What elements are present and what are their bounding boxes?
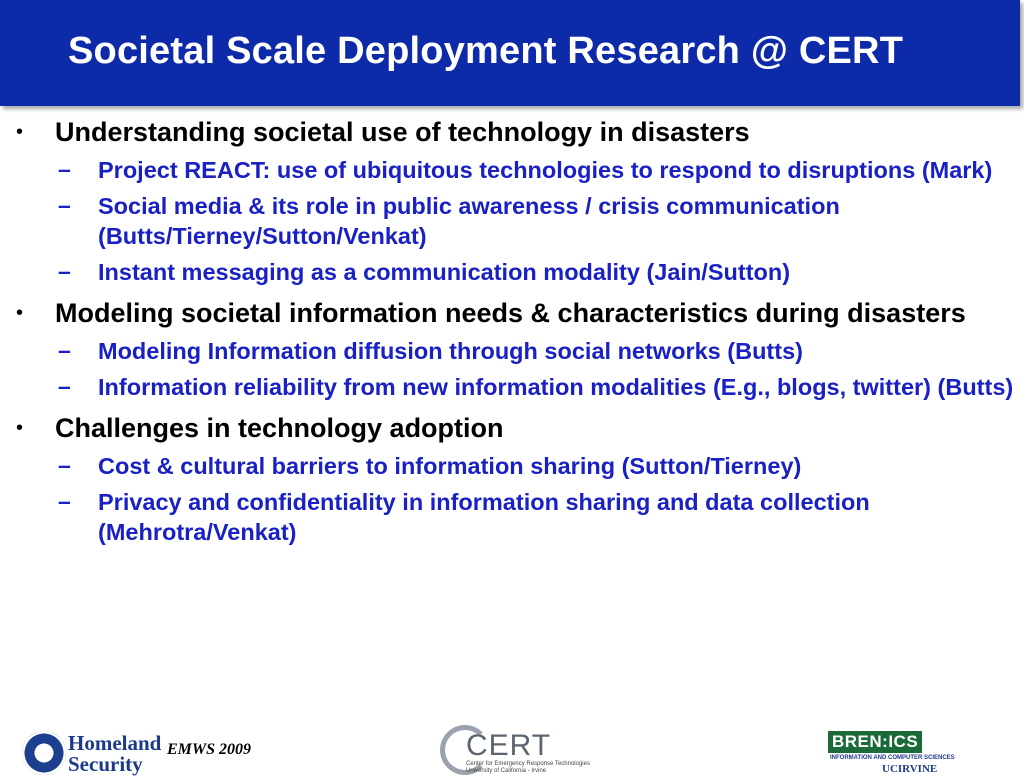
- sub-bullet-text: Social media & its role in public awareness / crisis communication (Butts/Tierney/Sutton/Venkat): [98, 193, 840, 249]
- sub-bullet-text: Privacy and confidentiality in information sharing and data collection (Mehrotra/Venkat): [98, 489, 870, 545]
- dash-glyph: –: [58, 373, 71, 399]
- dash-glyph: –: [58, 192, 71, 218]
- bren-logo-subtitle: INFORMATION AND COMPUTER SCIENCES: [830, 755, 955, 761]
- bullet-glyph: •: [16, 302, 24, 324]
- slide-content: [14, 116, 1019, 547]
- sub-bullet-text: Cost & cultural barriers to information sharing (Sutton/Tierney): [98, 453, 802, 479]
- sub-bullet-item: [14, 451, 1019, 481]
- bullet-glyph: •: [16, 417, 24, 439]
- sub-bullet-item: [14, 155, 1019, 185]
- sub-bullet-item: [14, 257, 1019, 287]
- sub-bullet-item: [14, 191, 1019, 251]
- bullet-item: [14, 297, 1019, 330]
- bullet-item: [14, 412, 1019, 445]
- dash-glyph: –: [58, 488, 71, 514]
- homeland-security-logo: [68, 733, 161, 775]
- slide-footer: [0, 715, 1024, 777]
- sub-bullet-item: [14, 372, 1019, 402]
- homeland-logo-line2: Security: [68, 752, 143, 776]
- bren-logo-word: BREN:ICS: [828, 731, 922, 753]
- dash-glyph: –: [58, 156, 71, 182]
- dash-glyph: –: [58, 258, 71, 284]
- sub-bullet-item: [14, 487, 1019, 547]
- sub-bullet-item: [14, 336, 1019, 366]
- bullet-glyph: •: [16, 121, 24, 143]
- sub-bullet-text: Modeling Information diffusion through social networks (Butts): [98, 338, 803, 364]
- sub-bullet-text: Project REACT: use of ubiquitous technologies to respond to disruptions (Mark): [98, 157, 993, 183]
- bullet-text: Modeling societal information needs & characteristics during disasters: [55, 298, 966, 328]
- sub-bullet-text: Instant messaging as a communication modality (Jain/Sutton): [98, 259, 791, 285]
- homeland-logo-line1: Homeland: [68, 731, 162, 755]
- event-label: EMWS 2009: [167, 741, 252, 758]
- bullet-text: Understanding societal use of technology in disasters: [55, 117, 750, 147]
- bullet-text: Challenges in technology adoption: [55, 413, 504, 443]
- sub-bullet-text: Information reliability from new information modalities (E.g., blogs, twitter) (Butts): [98, 374, 1014, 400]
- bullet-item: [14, 116, 1019, 149]
- bren-ics-logo: [828, 731, 958, 777]
- dash-glyph: –: [58, 452, 71, 478]
- dash-glyph: –: [58, 337, 71, 363]
- cert-logo-subtitle: Center for Emergency Response Technologies University of California - Irvine: [466, 761, 590, 774]
- dhs-seal-icon: [22, 731, 66, 775]
- title-bar: [0, 0, 1020, 106]
- cert-logo: [440, 723, 595, 775]
- cert-logo-word: CERT: [466, 729, 552, 762]
- uci-logo-word: UCIRVINE: [882, 763, 938, 775]
- slide-title: Societal Scale Deployment Research @ CERT: [68, 30, 904, 72]
